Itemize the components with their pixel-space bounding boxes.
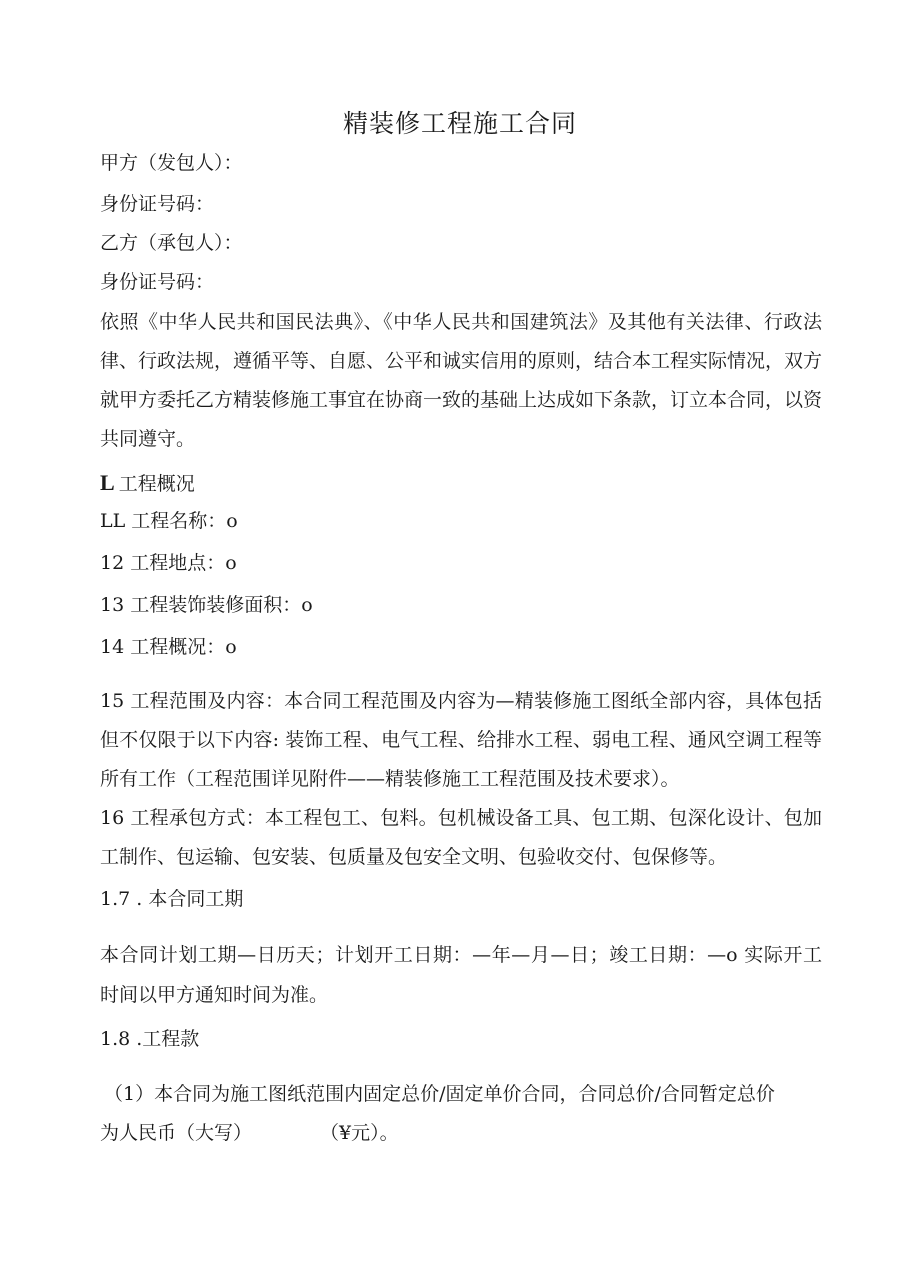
payment-line (100, 1122, 399, 1145)
party-a-id-label: 身份证号码： (100, 193, 215, 215)
section-title: 工程概况 (118, 473, 195, 495)
party-b-id-label: 身份证号码： (100, 271, 215, 293)
project-area-item: 13 工程装饰装修面积：o (100, 594, 313, 616)
party-a-label: 甲方（发包人）： (100, 152, 243, 174)
project-name-item: LL 工程名称：o (100, 510, 238, 532)
scope-line: 15 工程范围及内容：本合同工程范围及内容为—精装修施工图纸全部内容，具体包括 (100, 690, 822, 712)
payment-currency-label: 为人民币（大写） (100, 1122, 253, 1144)
contract-mode-line: 工制作、包运输、包安装、包质量及包安全文明、包验收交付、包保修等。 (100, 846, 728, 868)
payment-amount-label: （¥元）。 (320, 1122, 399, 1144)
payment-heading: 1.8 .工程款 (100, 1028, 200, 1050)
period-heading: 1.7 . 本合同工期 (100, 888, 244, 910)
preamble-line: 律、行政法规，遵循平等、自愿、公平和诚实信用的原则，结合本工程实际情况，双方 (100, 350, 823, 372)
project-location-item: 12 工程地点：o (100, 552, 237, 574)
preamble-line: 就甲方委托乙方精装修施工事宜在协商一致的基础上达成如下条款，订立本合同，以资 (100, 389, 823, 411)
scope-line: 但不仅限于以下内容: 装饰工程、电气工程、给排水工程、弱电工程、通风空调工程等 (100, 729, 822, 751)
preamble-line: 依照《中华人民共和国民法典》、《中华人民共和国建筑法》及其他有关法律、行政法 (100, 311, 822, 333)
preamble-line: 共同遵守。 (100, 428, 196, 450)
project-overview-item: 14 工程概况：o (100, 636, 237, 658)
party-b-label: 乙方（承包人）： (100, 232, 243, 254)
scope-line: 所有工作（工程范围详见附件——精装修施工工程范围及技术要求）。 (100, 768, 680, 790)
section-number: L (100, 470, 115, 495)
contract-mode-line: 16 工程承包方式：本工程包工、包料。包机械设备工具、包工期、包深化设计、包加 (100, 807, 822, 829)
document-title: 精装修工程施工合同 (342, 109, 577, 138)
period-line: 时间以甲方通知时间为准。 (100, 984, 329, 1006)
payment-line: （1）本合同为施工图纸范围内固定总价/固定单价合同，合同总价/合同暂定总价 (104, 1083, 775, 1105)
section-heading (100, 470, 195, 496)
period-line: 本合同计划工期—日历天；计划开工日期：—年—月—日；竣工日期：—o 实际开工 (100, 944, 822, 966)
